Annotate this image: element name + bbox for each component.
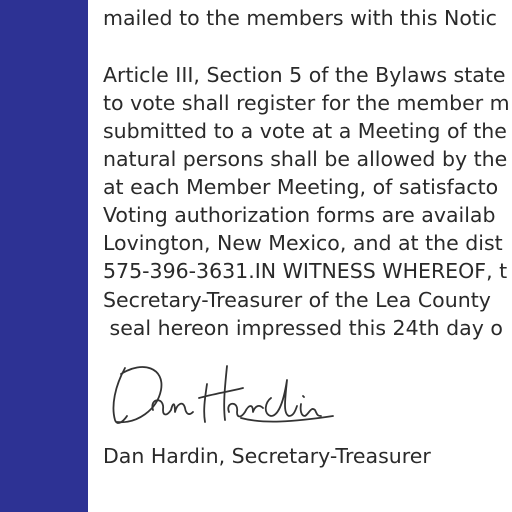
- notice-line: natural persons shall be allowed by the: [103, 147, 508, 171]
- notice-line: to vote shall register for the member m: [103, 91, 510, 115]
- handwritten-signature: [103, 358, 343, 432]
- signer-name-title: Dan Hardin, Secretary-Treasurer: [103, 444, 431, 468]
- notice-line: 575-396-3631.IN WITNESS WHEREOF, t: [103, 259, 508, 283]
- notice-line: submitted to a vote at a Meeting of the: [103, 119, 507, 143]
- notice-line: Voting authorization forms are availab: [103, 203, 496, 227]
- notice-content: [103, 0, 512, 512]
- notice-line: at each Member Meeting, of satisfacto: [103, 175, 499, 199]
- notice-line: Secretary-Treasurer of the Lea County: [103, 288, 491, 312]
- notice-line: mailed to the members with this Notic: [103, 6, 497, 30]
- blue-side-band: [0, 0, 88, 512]
- notice-line: Article III, Section 5 of the Bylaws state: [103, 63, 506, 87]
- notice-line: seal hereon impressed this 24th day o: [103, 316, 503, 340]
- notice-line: Lovington, New Mexico, and at the dist: [103, 231, 503, 255]
